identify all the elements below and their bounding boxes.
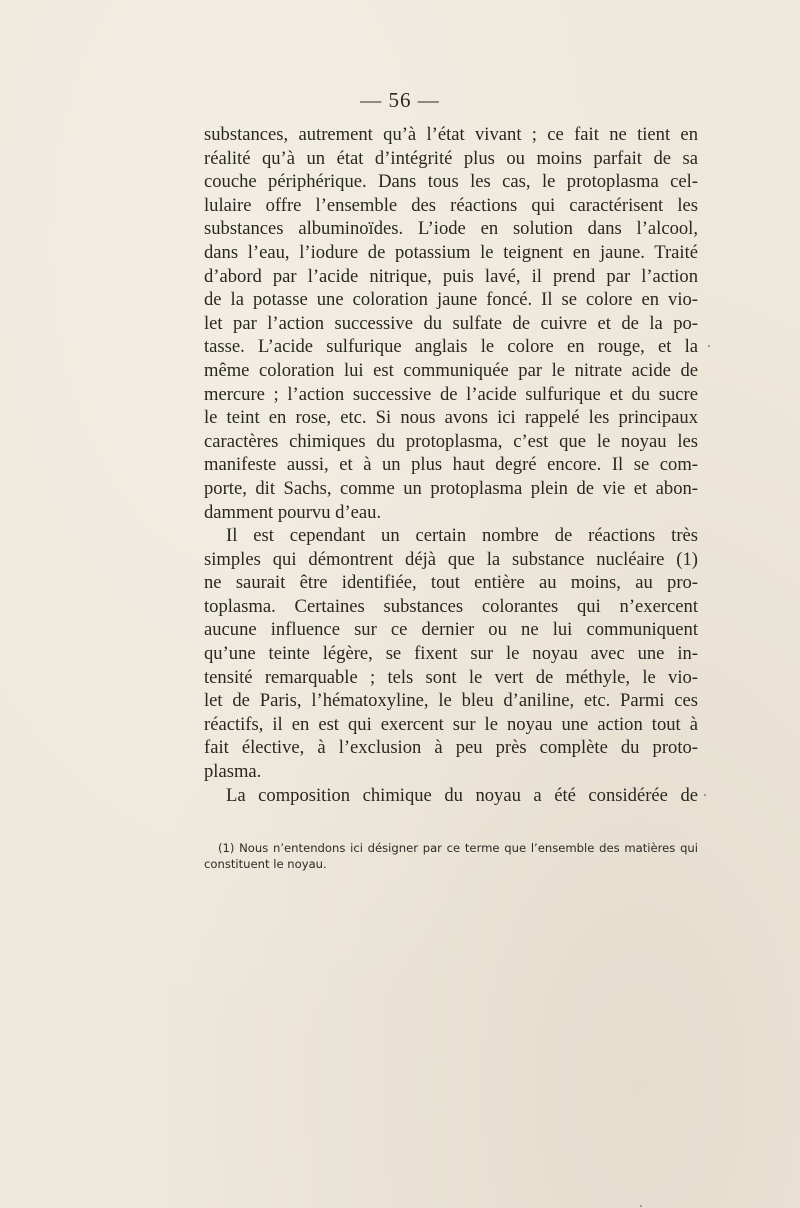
text-line: tensité remarquable ; tels sont le vert de méthyle, le vio- (204, 666, 698, 688)
text-line: réactifs, il en est qui exercent sur le noyau une action tout à (204, 713, 698, 735)
footnote (204, 840, 698, 872)
text-line: Il est cependant un certain nombre de réactions très (226, 525, 698, 547)
text-line: d’abord par l’acide nitrique, puis lavé, il prend par l’action (204, 265, 698, 287)
text-line: même coloration lui est communiquée par le nitrate acide de (204, 359, 698, 381)
paper-speck (708, 345, 710, 347)
footnote-line: (1) Nous n’entendons ici désigner par ce terme que l’ensemble des matières qui (218, 841, 698, 855)
text-line: substances, autrement qu’à l’état vivant ; ce fait ne tient en (204, 124, 698, 145)
text-line: le teint en rose, etc. Si nous avons ici rappelé les principaux (204, 407, 698, 429)
text-line: lulaire offre l’ensemble des réactions qui caractérisent les (204, 194, 698, 216)
text-line: simples qui démontrent déjà que la substance nucléaire (1) (204, 548, 698, 570)
text-line: couche périphérique. Dans tous les cas, le protoplasma cel- (204, 171, 698, 193)
text-line: damment pourvu d’eau. (204, 501, 382, 523)
text-line: ne saurait être identifiée, tout entière au moins, au pro- (204, 572, 698, 594)
text-line: tasse. L’acide sulfurique anglais le colore en rouge, et la (204, 336, 698, 358)
text-line: plasma. (204, 761, 262, 783)
text-line: toplasma. Certaines substances colorantes qui n’exercent (204, 595, 698, 617)
paper-speck (640, 1205, 642, 1207)
paper-speck (704, 794, 706, 796)
text-line: de la potasse une coloration jaune foncé. Il se colore en vio- (204, 289, 698, 311)
main-text (204, 123, 698, 807)
text-line: dans l’eau, l’iodure de potassium le teignent en jaune. Traité (204, 241, 698, 263)
text-line: caractères chimiques du protoplasma, c’est que le noyau les (204, 430, 698, 452)
text-line: qu’une teinte légère, se fixent sur le noyau avec une in- (204, 643, 698, 665)
text-line: porte, dit Sachs, comme un protoplasma plein de vie et abon- (204, 477, 698, 499)
text-line: substances albuminoïdes. L’iode en solution dans l’alcool, (204, 218, 698, 240)
text-line: mercure ; l’action successive de l’acide sulfurique et du sucre (204, 383, 698, 405)
text-line: manifeste aussi, et à un plus haut degré encore. Il se com- (204, 454, 698, 476)
text-line: La composition chimique du noyau a été considérée de (226, 784, 698, 806)
page-number: — 56 — (360, 88, 440, 112)
text-line: aucune influence sur ce dernier ou ne lui communiquent (204, 619, 698, 641)
text-line: let de Paris, l’hématoxyline, le bleu d’aniline, etc. Parmi ces (204, 690, 698, 712)
text-line: let par l’action successive du sulfate de cuivre et de la po- (204, 312, 698, 334)
text-line: réalité qu’à un état d’intégrité plus ou moins parfait de sa (204, 147, 698, 169)
text-line: fait élective, à l’exclusion à peu près complète du proto- (204, 737, 698, 759)
footnote-line: constituent le noyau. (204, 857, 327, 871)
